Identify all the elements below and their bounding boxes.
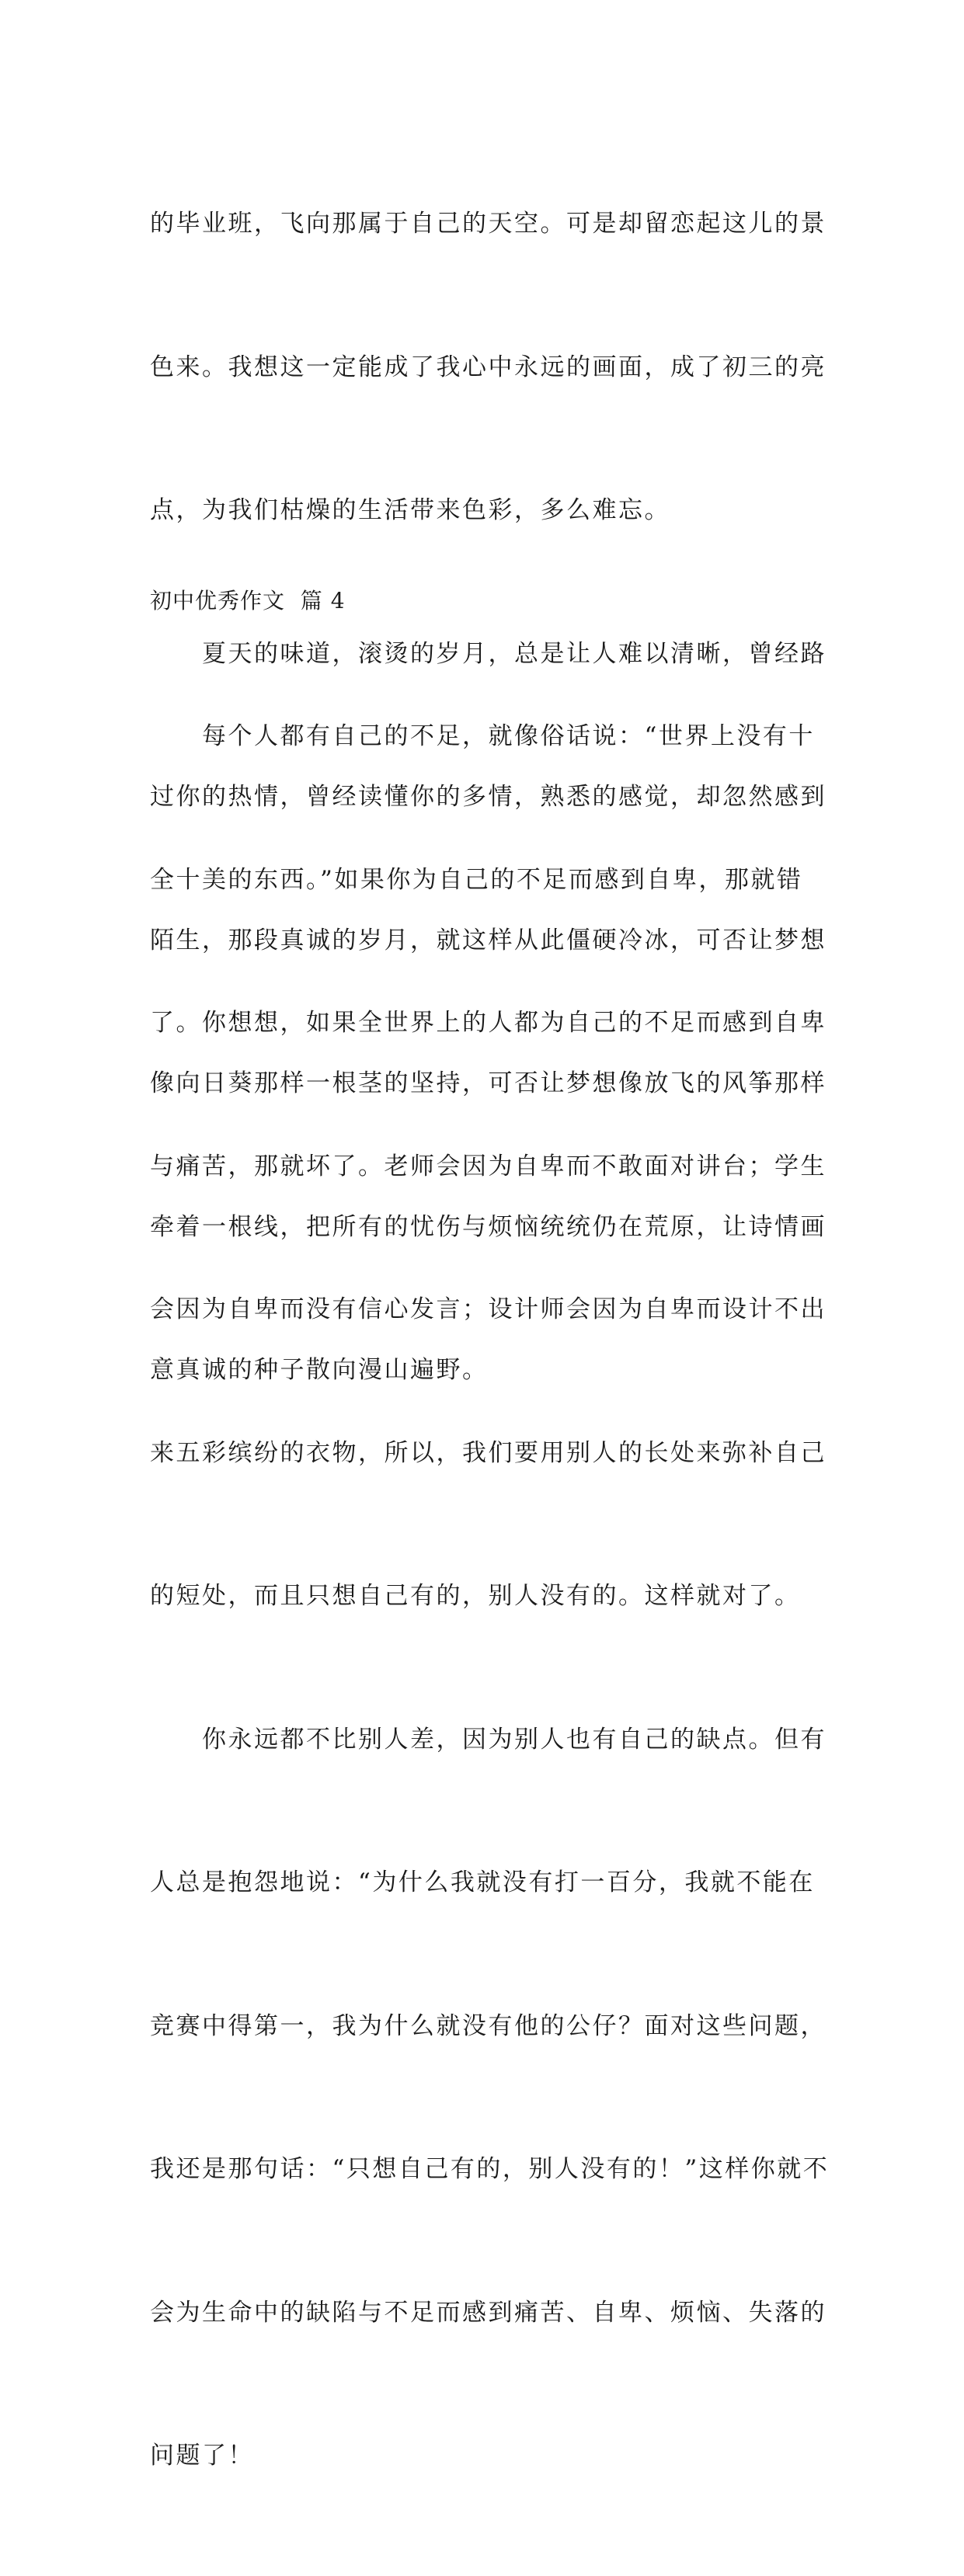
text-line: 了。你想想，如果全世界上的人都为自己的不足而感到自卑 xyxy=(150,1009,827,1037)
text-line: 我还是那句话：“只想自己有的，别人没有的！”这样你就不 xyxy=(150,2155,830,2183)
text-line: 点，为我们枯燥的生活带来色彩，多么难忘。 xyxy=(150,496,670,524)
text-line: 的毕业班，飞向那属于自己的天空。可是却留恋起这儿的景 xyxy=(150,210,827,238)
text-line: 问题了！ xyxy=(150,2442,254,2470)
text-line: 每个人都有自己的不足，就像俗话说：“世界上没有十 xyxy=(150,722,815,750)
text-line: 陌生，那段真诚的岁月，就这样从此僵硬冷冰，可否让梦想 xyxy=(150,926,827,954)
text-line: 牵着一根线，把所有的忧伤与烦恼统统仍在荒原，让诗情画 xyxy=(150,1212,827,1241)
text-line: 像向日葵那样一根茎的坚持，可否让梦想像放飞的风筝那样 xyxy=(150,1069,827,1097)
text-line: 与痛苦，那就坏了。老师会因为自卑而不敢面对讲台；学生 xyxy=(150,1152,827,1180)
essay-body-text xyxy=(150,617,830,2576)
text-line: 的短处，而且只想自己有的，别人没有的。这样就对了。 xyxy=(150,1582,801,1610)
text-line: 会因为自卑而没有信心发言；设计师会因为自卑而设计不出 xyxy=(150,1295,827,1323)
text-line: 来五彩缤纷的衣物，所以，我们要用别人的长处来弥补自己 xyxy=(150,1438,827,1467)
text-line: 人总是抱怨地说：“为什么我就没有打一百分，我就不能在 xyxy=(150,1869,815,1896)
essay-heading: 初中优秀作文 篇 4 xyxy=(150,588,346,614)
text-line: 意真诚的种子散向漫山遍野。 xyxy=(150,1356,489,1384)
text-line: 会为生命中的缺陷与不足而感到痛苦、自卑、烦恼、失落的 xyxy=(150,2298,827,2327)
text-line: 过你的热情，曾经读懂你的多情，熟悉的感觉，却忽然感到 xyxy=(150,783,827,811)
text-line: 你永远都不比别人差，因为别人也有自己的缺点。但有 xyxy=(150,1725,827,1754)
text-line: 竞赛中得第一，我为什么就没有他的公仔？面对这些问题， xyxy=(150,2011,827,2040)
text-line: 夏天的味道，滚烫的岁月，总是让人难以清晰，曾经路 xyxy=(150,639,827,668)
text-line: 色来。我想这一定能成了我心中永远的画面，成了初三的亮 xyxy=(150,353,827,381)
text-line: 全十美的东西。”如果你为自己的不足而感到自卑，那就错 xyxy=(150,865,803,894)
